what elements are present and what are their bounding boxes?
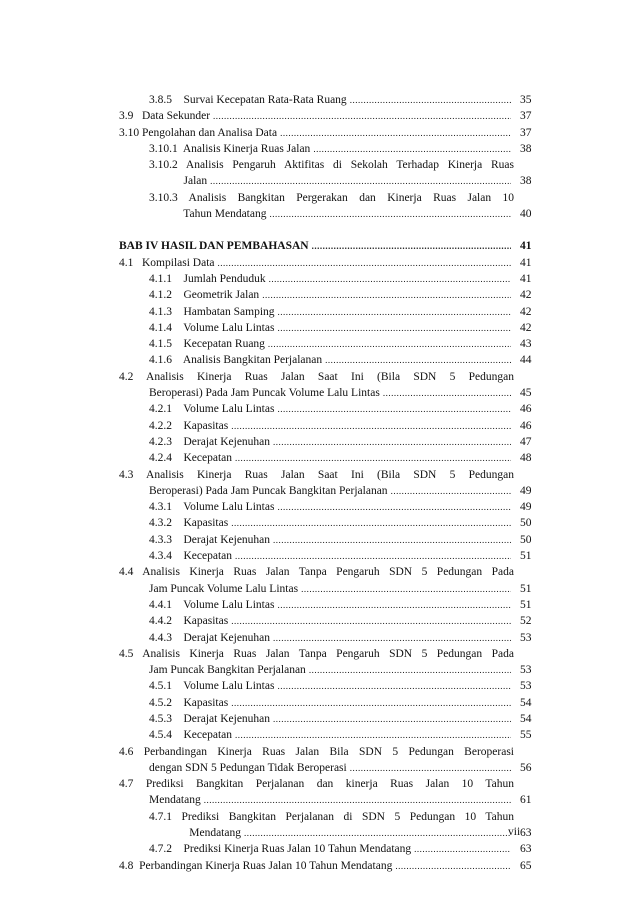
toc-page-number: 42 <box>520 305 532 318</box>
toc-entry <box>119 418 542 434</box>
toc-page-number: 49 <box>520 501 532 514</box>
toc-entry-text: 3.10.3 Analisis Bangkitan Pergerakan dan Kinerja Ruas Jalan 10 <box>149 191 514 204</box>
toc-entry <box>119 776 542 809</box>
toc-entry <box>119 352 542 368</box>
toc-entry-text: dengan SDN 5 Pedungan Tidak Beroperasi <box>149 761 347 774</box>
dot-leader <box>414 841 511 857</box>
dot-leader <box>268 336 511 352</box>
toc-page-number: 38 <box>520 175 532 188</box>
toc-entry <box>119 646 542 679</box>
toc-page-number: 41 <box>520 256 532 269</box>
dot-leader <box>277 678 511 694</box>
toc-page-number: 46 <box>520 419 532 432</box>
toc-entry <box>119 271 542 287</box>
toc-entry-text: Jam Puncak Bangkitan Perjalanan <box>149 664 306 677</box>
toc-entry-text: 4.4.3 Derajat Kejenuhan <box>149 631 271 644</box>
dot-leader <box>280 125 511 141</box>
toc-entry-text: 3.10.2 Analisis Pengaruh Aktifitas di Sekolah Terhadap Kinerja Ruas <box>149 159 514 172</box>
toc-page-number: 43 <box>520 338 532 351</box>
dot-leader <box>325 352 511 368</box>
page-number: vii <box>508 826 521 838</box>
toc-entry-text: 4.2.2 Kapasitas <box>149 419 229 432</box>
toc-entry-text: 4.4.2 Kapasitas <box>149 615 229 628</box>
toc-entry <box>119 548 542 564</box>
toc-entry-text: 3.10 Pengolahan dan Analisa Data <box>119 126 278 139</box>
toc-entry <box>119 238 542 254</box>
dot-leader <box>231 515 511 531</box>
toc-entry-text: 4.7 Prediksi Bangkitan Perjalanan dan kinerja Ruas Jalan 10 Tahun <box>119 778 514 791</box>
dot-leader <box>312 238 511 254</box>
toc-entry-text: 4.3.1 Volume Lalu Lintas <box>149 501 275 514</box>
dot-leader <box>350 760 511 776</box>
dot-leader <box>383 385 511 401</box>
dot-leader <box>244 825 511 841</box>
toc-page-number: 63 <box>520 827 532 840</box>
toc-entry <box>119 320 542 336</box>
toc-page-number: 41 <box>520 272 532 285</box>
toc-entry <box>119 630 542 646</box>
dot-leader <box>213 108 511 124</box>
toc-page-number: 42 <box>520 289 532 302</box>
toc-entry <box>119 597 542 613</box>
toc-entry <box>119 532 542 548</box>
toc-page-number: 51 <box>520 582 532 595</box>
dot-leader <box>269 271 511 287</box>
toc-page-number: 42 <box>520 321 532 334</box>
toc-entry <box>119 287 542 303</box>
dot-leader <box>273 711 511 727</box>
toc-entry-text: 4.1.1 Jumlah Penduduk <box>149 272 266 285</box>
toc-entry-text: 4.3.3 Derajat Kejenuhan <box>149 533 271 546</box>
toc-entry <box>119 841 542 857</box>
toc-page-number: 52 <box>520 615 532 628</box>
toc-entry <box>119 255 542 271</box>
toc-page-number: 40 <box>520 208 532 221</box>
toc-entry-text: 4.1.5 Kecepatan Ruang <box>149 338 265 351</box>
toc-entry-text: 3.10.1 Analisis Kinerja Ruas Jalan <box>149 142 311 155</box>
toc-page-number: 47 <box>520 435 532 448</box>
toc-entry-text: 4.1.3 Hambatan Samping <box>149 305 275 318</box>
dot-leader <box>204 792 511 808</box>
toc-entry-text: Mendatang <box>149 827 241 840</box>
toc-entry-text: 4.3.2 Kapasitas <box>149 517 229 530</box>
dot-leader <box>350 92 511 108</box>
toc-entry-text: 4.4.1 Volume Lalu Lintas <box>149 598 275 611</box>
toc-entry-text: 4.1.2 Geometrik Jalan <box>149 289 260 302</box>
toc-entry-text: 4.8 Perbandingan Kinerja Ruas Jalan 10 Tahun Mendatang <box>119 859 393 872</box>
toc-page-number: 61 <box>520 794 532 807</box>
table-of-contents <box>119 92 542 874</box>
toc-page-number: 45 <box>520 387 532 400</box>
toc-page-number: 35 <box>520 94 532 106</box>
toc-entry-text: 4.2 Analisis Kinerja Ruas Jalan Saat Ini (Bila SDN 5 Pedungan <box>119 370 514 383</box>
toc-page-number: 41 <box>520 240 532 253</box>
toc-page-number: 38 <box>520 142 532 155</box>
toc-entry-text: 4.5.2 Kapasitas <box>149 696 229 709</box>
toc-page-number: 65 <box>520 859 532 872</box>
toc-entry <box>119 499 542 515</box>
dot-leader <box>309 662 511 678</box>
toc-entry-text: 4.1.4 Volume Lalu Lintas <box>149 321 275 334</box>
toc-entry-text: 3.8.5 Survai Kecepatan Rata-Rata Ruang <box>149 94 347 106</box>
toc-entry-text: 4.2.4 Kecepatan <box>149 452 233 465</box>
toc-page-number: 54 <box>520 712 532 725</box>
toc-entry <box>119 695 542 711</box>
toc-entry-text: 4.2.3 Derajat Kejenuhan <box>149 435 271 448</box>
toc-entry-text: 4.7.1 Prediksi Bangkitan Perjalanan di SDN 5 Pedungan 10 Tahun <box>149 810 514 823</box>
toc-entry <box>119 467 542 500</box>
dot-leader <box>313 141 511 157</box>
toc-entry-text: Tahun Mendatang <box>149 208 267 221</box>
toc-entry <box>119 711 542 727</box>
toc-entry-text: Beroperasi) Pada Jam Puncak Volume Lalu Lintas <box>149 387 380 400</box>
toc-entry-text: Jalan <box>149 175 208 188</box>
dot-leader <box>277 401 511 417</box>
toc-entry <box>119 678 542 694</box>
toc-entry <box>119 157 542 190</box>
toc-entry <box>119 92 542 108</box>
dot-leader <box>231 613 511 629</box>
dot-leader <box>235 727 511 743</box>
dot-leader <box>262 287 511 303</box>
toc-page-number: 37 <box>520 110 532 123</box>
toc-entry <box>119 809 542 842</box>
toc-page-number: 46 <box>520 403 532 416</box>
toc-page-number: 37 <box>520 126 532 139</box>
toc-entry <box>119 401 542 417</box>
toc-entry <box>119 108 542 124</box>
toc-page-number: 48 <box>520 452 532 465</box>
toc-entry <box>119 304 542 320</box>
toc-entry <box>119 744 542 777</box>
toc-page-number: 53 <box>520 631 532 644</box>
toc-entry-text: 4.3 Analisis Kinerja Ruas Jalan Saat Ini (Bila SDN 5 Pedungan <box>119 468 514 481</box>
toc-page-number: 51 <box>520 598 532 611</box>
toc-entry-text: 4.6 Perbandingan Kinerja Ruas Jalan Bila SDN 5 Pedungan Beroperasi <box>119 745 514 758</box>
toc-entry <box>119 190 542 223</box>
dot-leader <box>273 434 511 450</box>
dot-leader <box>235 450 511 466</box>
toc-entry-text: 4.2.1 Volume Lalu Lintas <box>149 403 275 416</box>
toc-entry-text: 4.5.4 Kecepatan <box>149 729 233 742</box>
dot-leader <box>269 206 511 222</box>
toc-entry-text: 4.5 Analisis Kinerja Ruas Jalan Tanpa Pengaruh SDN 5 Pedungan Pada <box>119 647 514 660</box>
toc-entry <box>119 141 542 157</box>
toc-entry-text: Jam Puncak Volume Lalu Lintas <box>149 582 299 595</box>
toc-entry <box>119 336 542 352</box>
toc-entry <box>119 613 542 629</box>
dot-leader <box>277 499 511 515</box>
toc-entry-text: 3.9 Data Sekunder <box>119 110 211 123</box>
toc-entry <box>119 564 542 597</box>
toc-entry-text: Mendatang <box>149 794 201 807</box>
toc-page-number: 50 <box>520 517 532 530</box>
toc-entry <box>119 125 542 141</box>
toc-entry <box>119 515 542 531</box>
toc-entry <box>119 450 542 466</box>
toc-entry-text: 4.4 Analisis Kinerja Ruas Jalan Tanpa Pengaruh SDN 5 Pedungan Pada <box>119 566 514 579</box>
dot-leader <box>395 858 511 874</box>
toc-entry-text: Beroperasi) Pada Jam Puncak Bangkitan Perjalanan <box>149 484 388 497</box>
dot-leader <box>277 597 511 613</box>
toc-page-number: 44 <box>520 354 532 367</box>
toc-entry-text: 4.3.4 Kecepatan <box>149 550 233 563</box>
toc-entry-text: BAB IV HASIL DAN PEMBAHASAN <box>119 240 309 253</box>
toc-page-number: 50 <box>520 533 532 546</box>
toc-entry <box>119 369 542 402</box>
toc-page-number: 55 <box>520 729 532 742</box>
toc-entry-text: 4.7.2 Prediksi Kinerja Ruas Jalan 10 Tahun Mendatang <box>149 843 412 856</box>
toc-entry <box>119 727 542 743</box>
toc-page-number: 51 <box>520 550 532 563</box>
dot-leader <box>277 320 511 336</box>
dot-leader <box>231 695 511 711</box>
toc-entry-text: 4.5.3 Derajat Kejenuhan <box>149 712 271 725</box>
dot-leader <box>391 483 511 499</box>
toc-page-number: 53 <box>520 664 532 677</box>
toc-page-number: 54 <box>520 696 532 709</box>
toc-entry <box>119 858 542 874</box>
toc-page-number: 49 <box>520 484 532 497</box>
toc-page-number: 53 <box>520 680 532 693</box>
dot-leader <box>273 532 511 548</box>
toc-entry <box>119 434 542 450</box>
dot-leader <box>273 630 511 646</box>
toc-page-number: 63 <box>520 843 532 856</box>
dot-leader <box>218 255 512 271</box>
dot-leader <box>210 173 511 189</box>
dot-leader <box>235 548 511 564</box>
toc-page-number: 56 <box>520 761 532 774</box>
dot-leader <box>301 581 511 597</box>
toc-entry-text: 4.1.6 Analisis Bangkitan Perjalanan <box>149 354 323 367</box>
dot-leader <box>231 418 511 434</box>
toc-entry-text: 4.1 Kompilasi Data <box>119 256 215 269</box>
toc-entry-text: 4.5.1 Volume Lalu Lintas <box>149 680 275 693</box>
dot-leader <box>278 304 511 320</box>
